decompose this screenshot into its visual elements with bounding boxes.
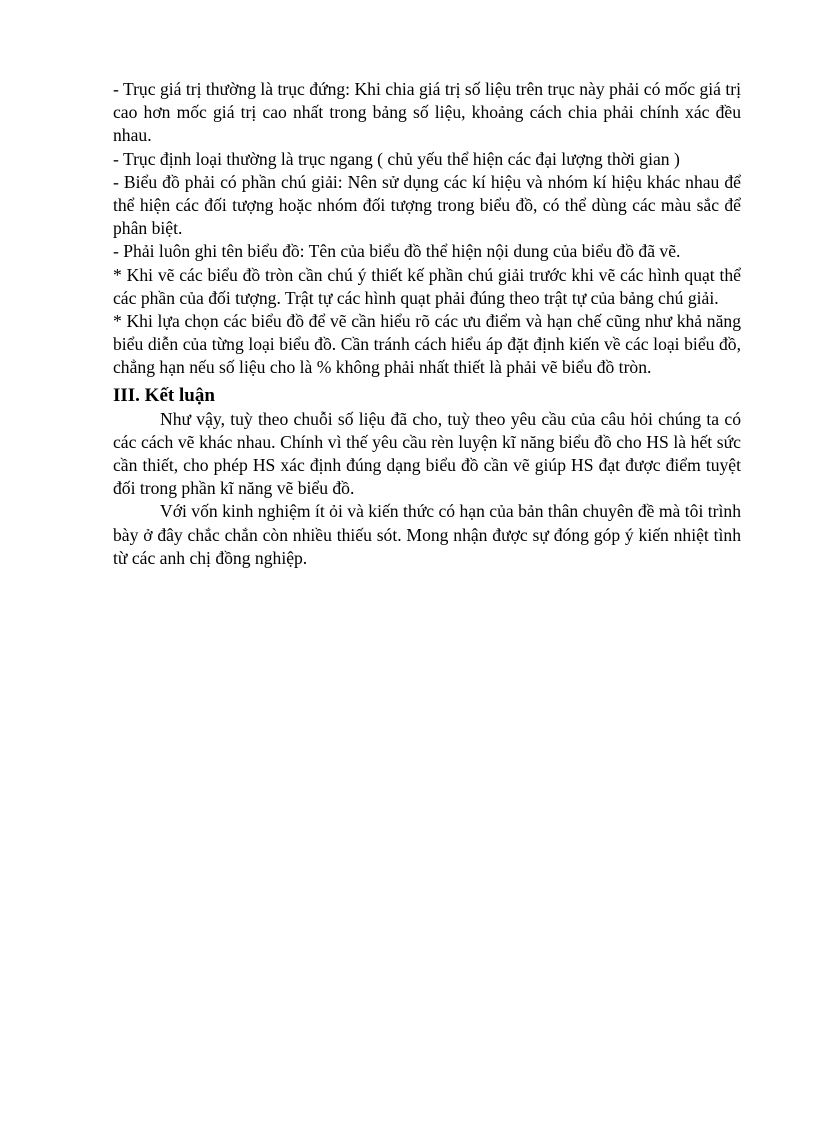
section-heading: III. Kết luận — [113, 384, 215, 406]
bullet-chart-title: - Phải luôn ghi tên biểu đồ: Tên của biểu đồ thể hiện nội dung của biểu đồ đã vẽ. — [113, 241, 681, 262]
bullet-category-axis: - Trục định loại thường là trục ngang ( chủ yếu thể hiện các đại lượng thời gian ) — [113, 148, 680, 169]
bullet-legend: - Biểu đồ phải có phần chú giải: Nên sử dụng các kí hiệu và nhóm kí hiệu khác nhau để thể hiện các đối tượng hoặc nhóm đối tượng trong biểu đồ, có thể dùng các màu sắc để phân biệt. — [113, 171, 741, 239]
note-chart-selection: * Khi lựa chọn các biểu đồ để vẽ cần hiểu rõ các ưu điểm và hạn chế cũng như khả năng biểu diễn của từng loại biểu đồ. Cần tránh cách hiểu áp đặt định kiến về các loại biểu đồ, chẳng hạn nếu số liệu cho là % không phải nhất thiết là phải vẽ biểu đồ tròn. — [113, 311, 741, 378]
document-page — [113, 78, 741, 570]
conclusion-paragraph-2: Với vốn kinh nghiệm ít ỏi và kiến thức có hạn của bản thân chuyên đề mà tôi trình bày ở đây chắc chắn còn nhiều thiếu sót. Mong nhận được sự đóng góp ý kiến nhiệt tình từ các anh chị đồng nghiệp. — [113, 501, 741, 568]
conclusion-paragraph-1: Như vậy, tuỳ theo chuỗi số liệu đã cho, tuỳ theo yêu cầu của câu hỏi chúng ta có các cách vẽ khác nhau. Chính vì thế yêu cầu rèn luyện kĩ năng biểu đồ cho HS là hết sức cần thiết, cho phép HS xác định đúng dạng biểu đồ cần vẽ giúp HS đạt được điểm tuyệt đối trong phần kĩ năng vẽ biểu đồ. — [113, 408, 741, 499]
bullet-value-axis: - Trục giá trị thường là trục đứng: Khi chia giá trị số liệu trên trục này phải có mốc giá trị cao hơn mốc giá trị cao nhất trong bảng số liệu, khoảng cách chia phải chính xác đều nhau. — [113, 79, 741, 146]
note-pie-chart: * Khi vẽ các biểu đồ tròn cần chú ý thiết kế phần chú giải trước khi vẽ các hình quạt thể các phần của đối tượng. Trật tự các hình quạt phải đúng theo trật tự của bảng chú giải. — [113, 264, 741, 308]
